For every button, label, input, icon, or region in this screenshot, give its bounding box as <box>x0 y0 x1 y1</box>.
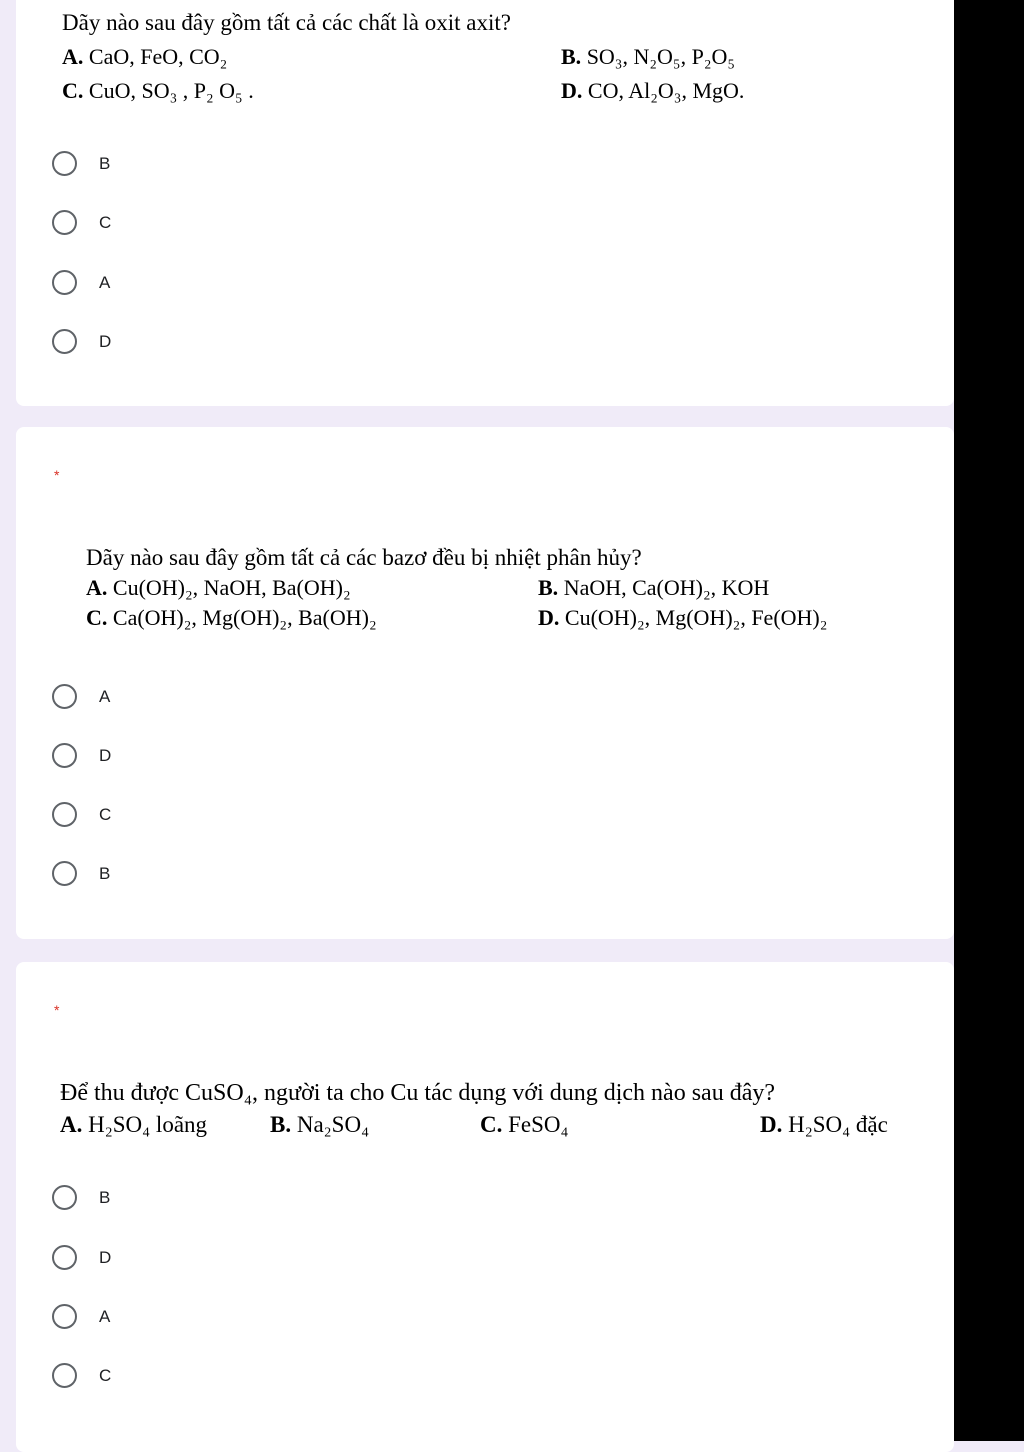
radio-circle-icon[interactable] <box>52 1185 77 1210</box>
choice-a-label: A. <box>62 44 84 69</box>
option-label: C <box>99 213 112 232</box>
choice-c <box>86 605 377 631</box>
choice-b <box>561 44 735 70</box>
radio-circle-icon[interactable] <box>52 329 77 354</box>
radio-circle-icon[interactable] <box>52 861 77 886</box>
choice-b-text: Na₂SO₄ <box>296 1112 370 1137</box>
choice-b-text: NaOH, Ca(OH)₂, KOH <box>563 575 770 600</box>
required-asterisk: * <box>54 467 60 483</box>
choice-a <box>62 44 227 70</box>
choice-c <box>62 78 254 104</box>
radio-option[interactable] <box>52 1356 352 1396</box>
choice-d-text: H₂SO₄ đặc <box>788 1112 888 1137</box>
choice-b-label: B. <box>561 44 582 69</box>
radio-circle-icon[interactable] <box>52 684 77 709</box>
choice-d <box>760 1112 888 1138</box>
choice-b-label: B. <box>270 1112 292 1137</box>
radio-circle-icon[interactable] <box>52 270 77 295</box>
choice-c-text: CuO, SO₃ , P₂ O₅ . <box>88 78 254 103</box>
choice-b-label: B. <box>538 575 559 600</box>
choice-a-label: A. <box>86 575 108 600</box>
option-label: C <box>99 1366 112 1385</box>
choice-b <box>538 575 769 601</box>
radio-option[interactable] <box>52 1238 352 1278</box>
radio-option[interactable] <box>52 203 352 243</box>
option-label: D <box>99 1248 112 1267</box>
choice-d-label: D. <box>538 605 560 630</box>
choice-a-text: CaO, FeO, CO₂ <box>88 44 228 69</box>
radio-circle-icon[interactable] <box>52 1304 77 1329</box>
choice-d <box>538 605 827 631</box>
radio-option[interactable] <box>52 854 352 894</box>
choice-d-label: D. <box>760 1112 783 1137</box>
right-dark-bar <box>954 0 1024 1441</box>
option-label: B <box>99 864 111 883</box>
radio-option[interactable] <box>52 144 352 184</box>
choice-b <box>270 1112 369 1138</box>
question-stem: Dãy nào sau đây gồm tất cả các chất là oxit axit? <box>62 10 511 35</box>
radio-option[interactable] <box>52 322 352 362</box>
choice-c-label: C. <box>62 78 84 103</box>
radio-option[interactable] <box>52 736 352 776</box>
choice-d-label: D. <box>561 78 583 103</box>
choice-c-text: FeSO₄ <box>508 1112 569 1137</box>
choice-a-text: H₂SO₄ loãng <box>88 1112 208 1137</box>
required-asterisk: * <box>54 1002 60 1018</box>
choice-a-label: A. <box>60 1112 83 1137</box>
option-label: D <box>99 746 112 765</box>
choice-a <box>86 575 351 601</box>
option-label: B <box>99 154 111 173</box>
choice-d-text: Cu(OH)₂, Mg(OH)₂, Fe(OH)₂ <box>564 605 828 630</box>
radio-option[interactable] <box>52 1178 352 1218</box>
choice-a-text: Cu(OH)₂, NaOH, Ba(OH)₂ <box>112 575 351 600</box>
question-card-2 <box>16 427 954 939</box>
option-label: A <box>99 1307 111 1326</box>
radio-option[interactable] <box>52 795 352 835</box>
option-label: D <box>99 332 112 351</box>
radio-circle-icon[interactable] <box>52 151 77 176</box>
choice-c-text: Ca(OH)₂, Mg(OH)₂, Ba(OH)₂ <box>112 605 377 630</box>
choice-d <box>561 78 744 104</box>
option-label: C <box>99 805 112 824</box>
question-image-2 <box>16 537 954 637</box>
radio-option[interactable] <box>52 1297 352 1337</box>
choice-c-label: C. <box>86 605 108 630</box>
choice-a <box>60 1112 207 1138</box>
radio-circle-icon[interactable] <box>52 1363 77 1388</box>
question-image-3 <box>16 1072 954 1152</box>
option-label: A <box>99 273 111 292</box>
radio-circle-icon[interactable] <box>52 802 77 827</box>
radio-circle-icon[interactable] <box>52 1245 77 1270</box>
question-card-1 <box>16 0 954 406</box>
choice-c-label: C. <box>480 1112 503 1137</box>
radio-circle-icon[interactable] <box>52 210 77 235</box>
radio-option[interactable] <box>52 263 352 303</box>
radio-circle-icon[interactable] <box>52 743 77 768</box>
question-image-1 <box>16 0 954 112</box>
option-label: B <box>99 1188 111 1207</box>
question-card-3 <box>16 962 954 1452</box>
option-label: A <box>99 687 111 706</box>
question-stem: Để thu được CuSO₄, người ta cho Cu tác dụng với dung dịch nào sau đây? <box>60 1080 776 1106</box>
choice-d-text: CO, Al₂O₃, MgO. <box>587 78 745 103</box>
choice-b-text: SO₃, N₂O₅, P₂O₅ <box>586 44 736 69</box>
choice-c <box>480 1112 569 1138</box>
radio-option[interactable] <box>52 677 352 717</box>
question-stem: Dãy nào sau đây gồm tất cả các bazơ đều bị nhiệt phân hủy? <box>86 545 642 570</box>
